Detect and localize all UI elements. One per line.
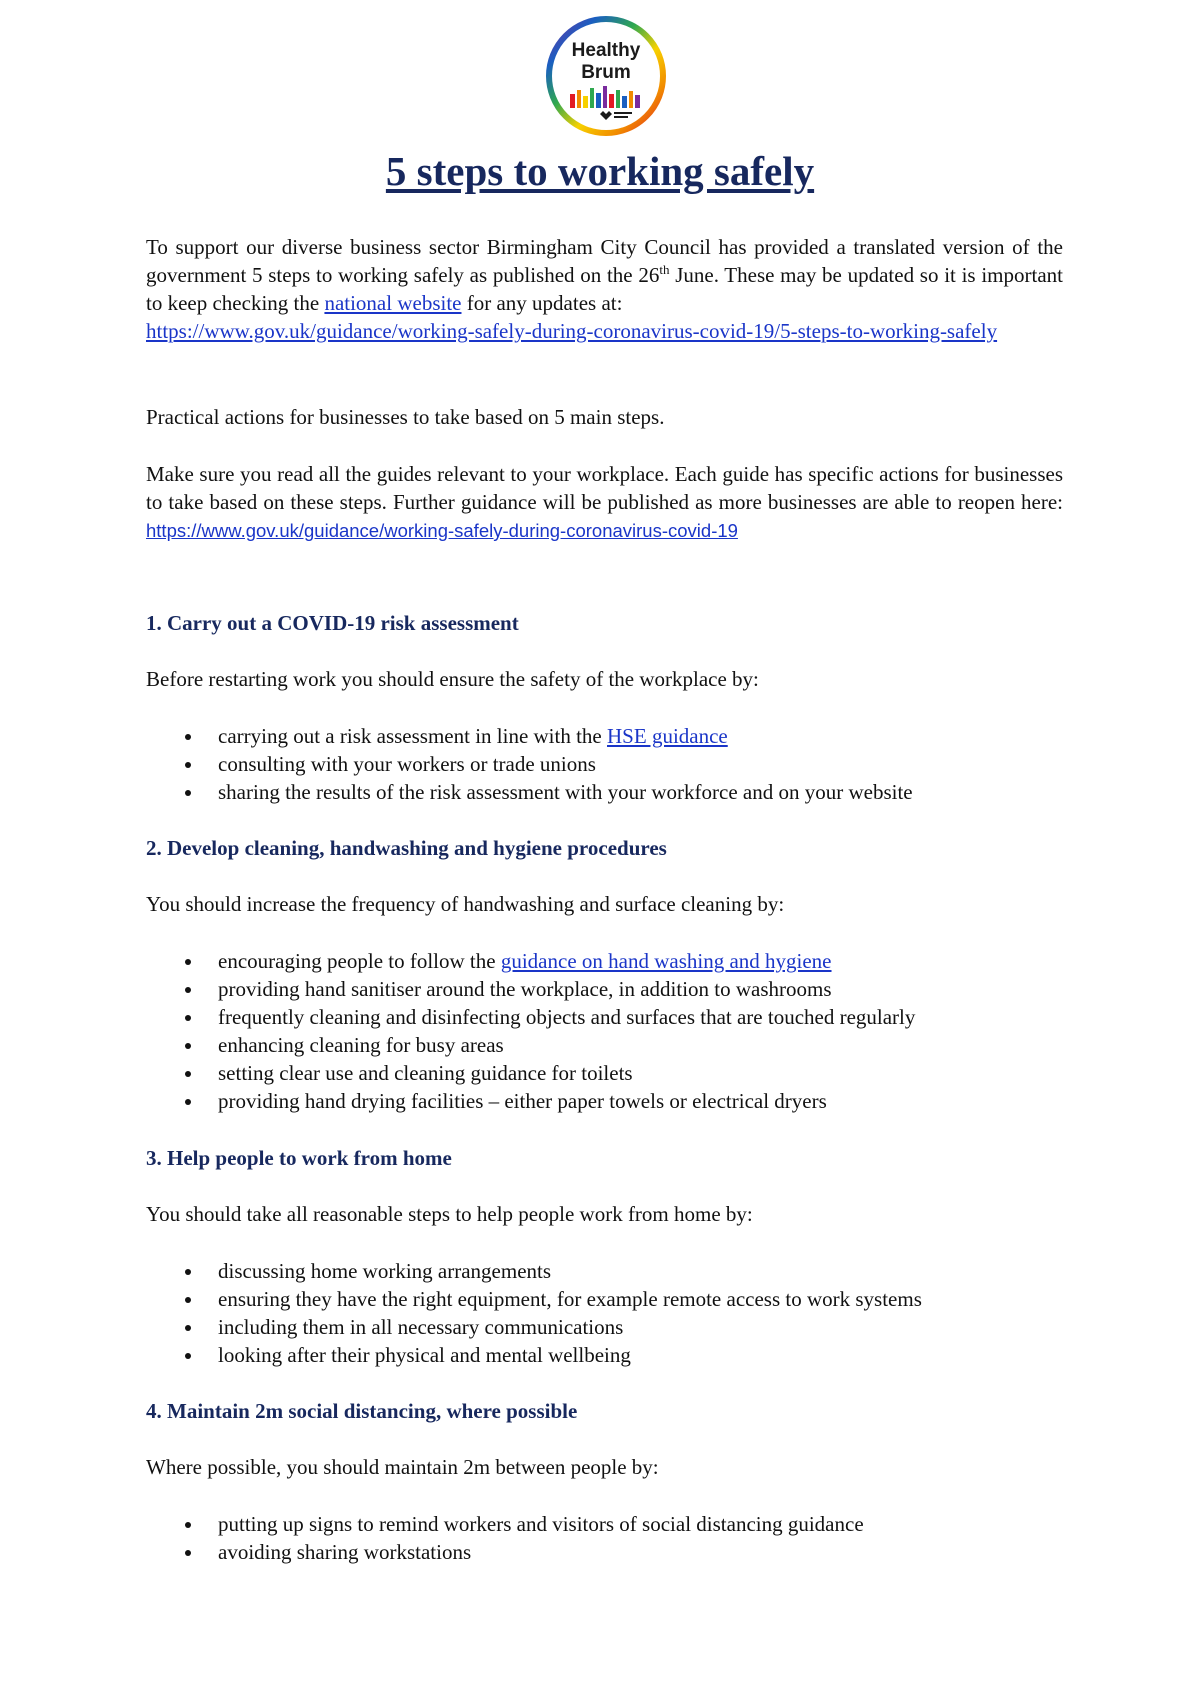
intro-text-3: for any updates at: [461,291,623,315]
section-1-list [146,722,1086,806]
section-3-list [146,1257,1086,1369]
section-2-lead: You should increase the frequency of handwashing and surface cleaning by: [146,892,785,916]
list-item-text: discussing home working arrangements [218,1259,552,1283]
list-item-text: looking after their physical and mental wellbeing [218,1343,631,1367]
list-item [146,975,1086,1003]
practical-actions-paragraph: Practical actions for businesses to take based on 5 main steps. [146,405,665,429]
list-item-text: providing hand sanitiser around the workplace, in addition to washrooms [218,977,832,1001]
bullet-icon [185,987,191,993]
list-item [146,750,1086,778]
bullet-icon [185,762,191,768]
list-item-text: frequently cleaning and disinfecting objects and surfaces that are touched regularly [218,1005,916,1029]
gov-uk-5-steps-link[interactable]: https://www.gov.uk/guidance/working-safely-during-coronavirus-covid-19/5-steps-to-working-safely [146,319,998,343]
bullet-icon [185,1269,191,1275]
section-4-lead: Where possible, you should maintain 2m between people by: [146,1455,659,1479]
hand-washing-guidance-link[interactable]: guidance on hand washing and hygiene [500,949,832,973]
list-item [146,1003,1086,1031]
list-item [146,1538,1086,1566]
bullet-icon [185,959,191,965]
list-item-text: avoiding sharing workstations [218,1540,472,1564]
section-1-lead: Before restarting work you should ensure the safety of the workplace by: [146,667,759,691]
bullet-icon [185,1297,191,1303]
list-item [146,1059,1086,1087]
section-2-heading: 2. Develop cleaning, handwashing and hygiene procedures [146,836,667,860]
list-item-text: ensuring they have the right equipment, for example remote access to work systems [218,1287,922,1311]
logo-text-line1: Healthy [571,40,641,61]
list-item [146,1087,1086,1115]
section-4-heading: 4. Maintain 2m social distancing, where possible [146,1399,578,1423]
list-item [146,1313,1086,1341]
list-item-text: enhancing cleaning for busy areas [218,1033,504,1057]
page-title: 5 steps to working safely [385,148,815,194]
list-item-text: setting clear use and cleaning guidance for toilets [218,1061,633,1085]
bullet-icon [185,1325,191,1331]
list-item-text: encouraging people to follow the [218,949,501,973]
section-4-list [146,1510,1086,1566]
list-item [146,1257,1086,1285]
bullet-icon [185,1099,191,1105]
bullet-icon [185,734,191,740]
list-item-text: putting up signs to remind workers and visitors of social distancing guidance [218,1512,864,1536]
section-2-list [146,947,1086,1115]
list-item [146,1510,1086,1538]
bullet-icon [185,1353,191,1359]
list-item [146,1285,1086,1313]
intro-paragraph [146,233,1063,345]
bullet-icon [185,1550,191,1556]
list-item-text: providing hand drying facilities – either paper towels or electrical dryers [218,1089,827,1113]
healthy-brum-logo [544,14,668,138]
list-item [146,1031,1086,1059]
list-item [146,778,1086,806]
gov-uk-guidance-link[interactable]: https://www.gov.uk/guidance/working-safely-during-coronavirus-covid-19 [146,520,738,541]
guides-paragraph [146,460,1063,545]
section-1-heading: 1. Carry out a COVID-19 risk assessment [146,611,519,635]
bullet-icon [185,1071,191,1077]
section-3-heading: 3. Help people to work from home [146,1146,452,1170]
section-3-lead: You should take all reasonable steps to help people work from home by: [146,1202,753,1226]
list-item [146,722,1086,750]
bullet-icon [185,1015,191,1021]
intro-text-2: June. These may be updated so it is important to keep checking the [146,263,1063,315]
list-item [146,1341,1086,1369]
list-item-text: consulting with your workers or trade unions [218,752,596,776]
list-item [146,947,1086,975]
guides-text: Make sure you read all the guides relevant to your workplace. Each guide has specific actions for businesses to take based on these steps. Further guidance will be published as more businesses are able to reopen here: [146,462,1063,514]
list-item-text: carrying out a risk assessment in line with the [218,724,608,748]
bullet-icon [185,1522,191,1528]
date-superscript: th [659,262,670,277]
logo-graphic [544,14,668,138]
logo-text-line2: Brum [581,62,631,83]
bullet-icon [185,1043,191,1049]
list-item-text: sharing the results of the risk assessment with your workforce and on your website [218,780,913,804]
list-item-text: including them in all necessary communications [218,1315,624,1339]
national-website-link[interactable]: national website [324,291,462,315]
bullet-icon [185,790,191,796]
intro-text-1: To support our diverse business sector Birmingham City Council has provided a translated version of the government 5 steps to working safely as published on the 26 [146,235,1063,287]
hse-guidance-link[interactable]: HSE guidance [607,724,728,748]
